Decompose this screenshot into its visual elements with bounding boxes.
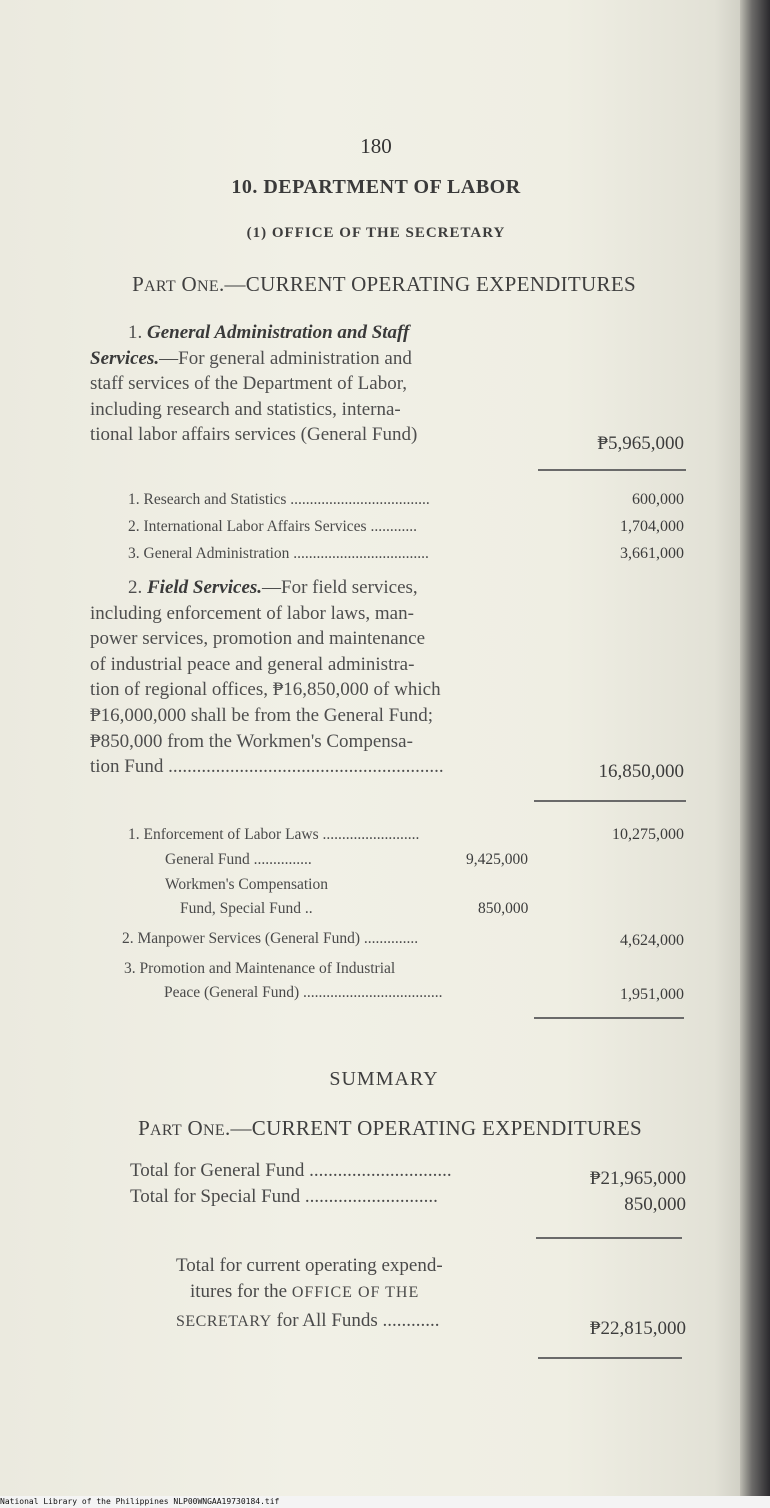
section1-item-2-amount: 1,704,000: [620, 518, 684, 535]
department-title: 10. DEPARTMENT OF LABOR: [231, 176, 521, 198]
section2-item-1-amount: 10,275,000: [612, 826, 684, 843]
section1-item-3-amount: 3,661,000: [620, 545, 684, 562]
grand-total-line-2: itures for the OFFICE OF THE: [190, 1281, 420, 1302]
section1-heading: General Administration and Staff: [147, 322, 410, 343]
section1-amount: ₱5,965,000: [597, 433, 684, 454]
rule: [534, 800, 686, 802]
section1-item-2: 2. International Labor Affairs Services ............: [128, 518, 417, 535]
section2-amount: 16,850,000: [598, 761, 684, 782]
section1-paragraph: 1. General Administration and Staff Services.—For general administration and staff services of the Department of Labor, including research and statistics, interna- tional labor affairs services (General Fund): [90, 322, 418, 446]
section2-item-3: 3. Promotion and Maintenance of Industrial: [124, 960, 396, 977]
total-special-fund-amount: 850,000: [624, 1194, 686, 1215]
grand-total-line-1: Total for current operating expend-: [176, 1255, 443, 1276]
special-fund-amount: 850,000: [478, 900, 529, 917]
rule: [538, 469, 686, 471]
special-fund-label: Fund, Special Fund ..: [180, 900, 313, 917]
section2-item-3-cont: Peace (General Fund) ....................................: [164, 984, 443, 1001]
section2-item-1: 1. Enforcement of Labor Laws .........................: [128, 826, 420, 843]
general-fund-amount: 9,425,000: [466, 851, 528, 868]
section2-item-2-amount: 4,624,000: [620, 932, 684, 949]
section1-item-1-amount: 600,000: [632, 491, 684, 508]
part-one-heading: PART ONE.—CURRENT OPERATING EXPENDITURES: [132, 272, 636, 296]
rule: [534, 1017, 684, 1019]
total-general-fund-amount: ₱21,965,000: [589, 1168, 686, 1189]
section1-item-1: 1. Research and Statistics ....................................: [128, 491, 430, 508]
page-edge-shadow: [740, 0, 770, 1508]
page-number: 180: [360, 134, 392, 158]
rule: [536, 1237, 682, 1239]
section2-item-3-amount: 1,951,000: [620, 986, 684, 1003]
grand-total-line-3: SECRETARY for All Funds ............: [176, 1310, 440, 1331]
section1-item-3: 3. General Administration ...................................: [128, 545, 429, 562]
summary-title: SUMMARY: [329, 1068, 439, 1090]
section2-paragraph: 2. Field Services.—For field services, including enforcement of labor laws, man- power services, promotion and maintenance of industrial peace and general administra- tion of regional offices, ₱16,850,000 of which ₱16,000,000 shall be from the General Fund; ₱850,000 from the Workmen's Compensa- tion Fund ..........................................................: [90, 577, 444, 778]
scan-footer: National Library of the Philippines NLP00WNGAA19730184.tif: [0, 1496, 770, 1508]
summary-part-heading: PART ONE.—CURRENT OPERATING EXPENDITURES: [138, 1116, 642, 1140]
grand-total-amount: ₱22,815,000: [589, 1318, 686, 1339]
office-title: (1) OFFICE OF THE SECRETARY: [246, 225, 506, 241]
workmen-compensation-label: Workmen's Compensation: [165, 876, 328, 893]
general-fund-label: General Fund ...............: [165, 851, 312, 868]
section2-heading: Field Services.: [147, 577, 263, 598]
section2-item-2: 2. Manpower Services (General Fund) ..............: [122, 930, 419, 947]
rule: [538, 1357, 682, 1359]
total-special-fund-label: Total for Special Fund ............................: [130, 1186, 438, 1207]
total-general-fund-label: Total for General Fund ..............................: [130, 1160, 452, 1181]
